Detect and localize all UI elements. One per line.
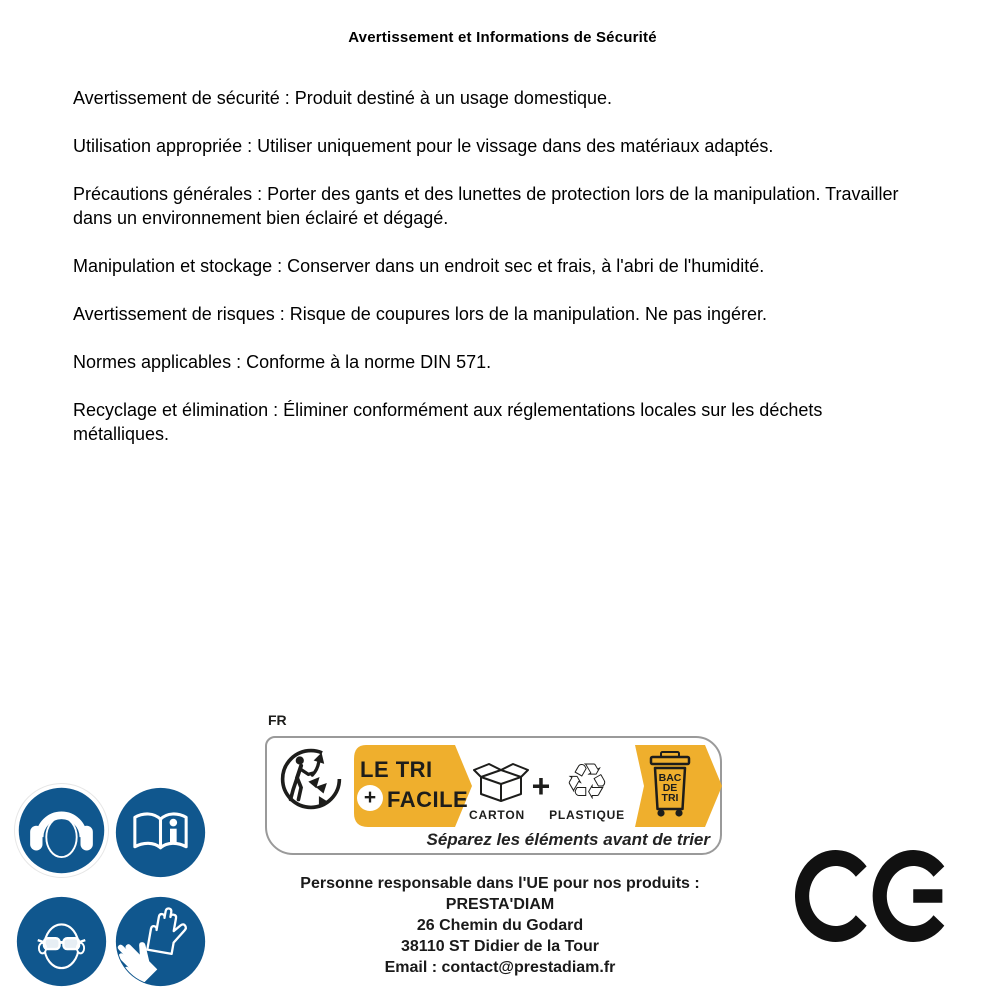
tri-headline-line1: LE TRI <box>360 757 433 782</box>
responsible-email: Email : contact@prestadiam.fr <box>384 959 616 976</box>
plus-separator: + <box>531 768 551 804</box>
safety-paragraph: Avertissement de sécurité : Produit destiné à un usage domestique. <box>73 88 612 108</box>
ce-mark <box>795 848 945 944</box>
safety-paragraph: Normes applicables : Conforme à la norme DIN 571. <box>73 352 492 372</box>
sorting-tagline: Séparez les éléments avant de trier <box>426 830 710 849</box>
material-label-carton: CARTON <box>469 808 525 822</box>
material-label-plastique: PLASTIQUE <box>549 808 625 822</box>
responsible-block <box>230 873 770 978</box>
safety-paragraph: Utilisation appropriée : Utiliser uniquement pour le vissage dans des matériaux adaptés. <box>73 136 774 156</box>
wear-eye-protection-icon <box>14 894 109 989</box>
responsible-company: PRESTA'DIAM <box>445 896 555 913</box>
safety-paragraph: Manipulation et stockage : Conserver dans un endroit sec et frais, à l'abri de l'humidité. <box>73 256 765 276</box>
wear-ear-protection-icon <box>14 783 109 878</box>
plastic-recycling-icon: ♲ <box>564 753 610 811</box>
info-tri-label <box>265 736 722 855</box>
safety-paragraph: Avertissement de risques : Risque de coupures lors de la manipulation. Ne pas ingérer. <box>73 304 768 324</box>
sorting-bin-icon <box>648 751 692 818</box>
bin-text-line3: TRI <box>661 792 679 804</box>
page-title: Avertissement et Informations de Sécurité <box>348 29 657 46</box>
plus-circle-icon: + <box>357 785 383 811</box>
read-instruction-manual-icon <box>113 785 208 880</box>
safety-paragraphs <box>73 86 921 470</box>
bin-text-line2: DE <box>662 782 678 794</box>
triman-country-code: FR <box>268 712 287 728</box>
triman-icon <box>278 744 344 814</box>
wear-protective-gloves-icon <box>113 894 208 989</box>
tri-headline-line2: FACILE <box>387 787 469 812</box>
responsible-address-street: 26 Chemin du Godard <box>416 917 584 934</box>
bin-text-line1: BAC <box>658 772 682 784</box>
carton-box-icon <box>473 758 529 804</box>
safety-paragraph: Recyclage et élimination : Éliminer conformément aux réglementations locales sur les déchets métalliques. <box>73 400 823 444</box>
responsible-address-city: 38110 ST Didier de la Tour <box>401 938 599 955</box>
safety-paragraph: Précautions générales : Porter des gants et des lunettes de protection lors de la manipulation. Travailler dans un environnement bien éclairé et dégagé. <box>73 184 899 228</box>
responsible-line: Personne responsable dans l'UE pour nos produits : <box>300 875 700 892</box>
